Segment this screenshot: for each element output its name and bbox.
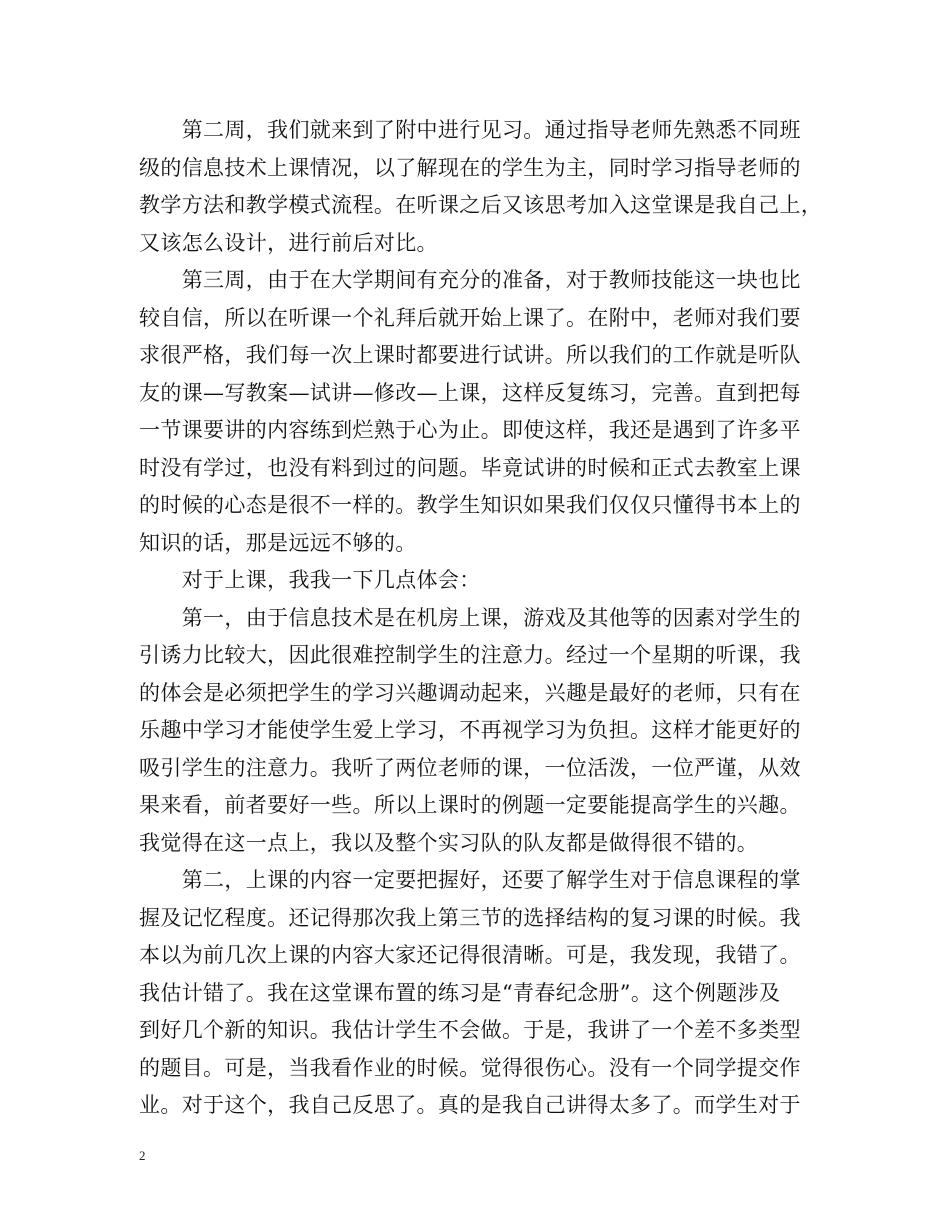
text-line: 到好几个新的知识。我估计学生不会做。于是，我讲了一个差不多类型 [139,1018,801,1042]
page-number: 2 [139,1148,146,1163]
text-line: 友的课—写教案—试讲—修改—上课，这样反复练习，完善。直到把每 [139,380,801,405]
text-line: 一节课要讲的内容练到烂熟于心为止。即使这样，我还是遇到了许多平 [139,418,801,442]
text-line: 级的信息技术上课情况，以了解现在的学生为主，同时学习指导老师的 [139,155,801,180]
text-line: 的时候的心态是很不一样的。教学生知识如果我们仅仅只懂得书本上的 [139,493,801,517]
text-line: 第三周，由于在大学期间有充分的准备，对于教师技能这一块也比 [139,268,801,292]
text-line: 乐趣中学习才能使学生爱上学习，不再视学习为负担。这样才能更好的 [139,718,801,742]
text-line: 对于上课，我我一下几点体会： [139,568,481,592]
text-line: 本以为前几次上课的内容大家还记得很清晰。可是，我发现，我错了。 [139,943,801,967]
body-text [139,112,823,1125]
text-line: 的体会是必须把学生的学习兴趣调动起来，兴趣是最好的老师，只有在 [139,680,801,705]
text-line: 的题目。可是，当我看作业的时候。觉得很伤心。没有一个同学提交作 [139,1055,801,1080]
text-line: 我觉得在这一点上，我以及整个实习队的队友都是做得很不错的。 [139,830,759,855]
text-line: 第一，由于信息技术是在机房上课，游戏及其他等的因素对学生的 [139,605,801,630]
text-line: 果来看，前者要好一些。所以上课时的例题一定要能提高学生的兴趣。 [139,793,801,817]
text-line: 我估计错了。我在这堂课布置的练习是“青春纪念册”。这个例题涉及 [139,980,781,1005]
text-line: 引诱力比较大，因此很难控制学生的注意力。经过一个星期的听课，我 [139,643,801,667]
text-line: 求很严格，我们每一次上课时都要进行试讲。所以我们的工作就是听队 [139,343,801,367]
text-line: 业。对于这个，我自己反思了。真的是我自己讲得太多了。而学生对于 [139,1093,801,1117]
text-line: 吸引学生的注意力。我听了两位老师的课，一位活泼，一位严谨，从效 [139,755,801,780]
text-line: 第二周，我们就来到了附中进行见习。通过指导老师先熟悉不同班 [139,118,801,142]
text-line: 时没有学过，也没有料到过的问题。毕竟试讲的时候和正式去教室上课 [139,455,801,480]
text-line: 较自信，所以在听课一个礼拜后就开始上课了。在附中，老师对我们要 [139,305,801,330]
text-line: 握及记忆程度。还记得那次我上第三节的选择结构的复习课的时候。我 [139,905,801,930]
text-line: 知识的话，那是远远不够的。 [139,530,417,555]
text-line: 教学方法和教学模式流程。在听课之后又该思考加入这堂课是我自己上， [139,193,823,217]
text-line: 第二，上课的内容一定要把握好，还要了解学生对于信息课程的掌 [139,868,801,892]
text-line: 又该怎么设计，进行前后对比。 [139,230,438,255]
